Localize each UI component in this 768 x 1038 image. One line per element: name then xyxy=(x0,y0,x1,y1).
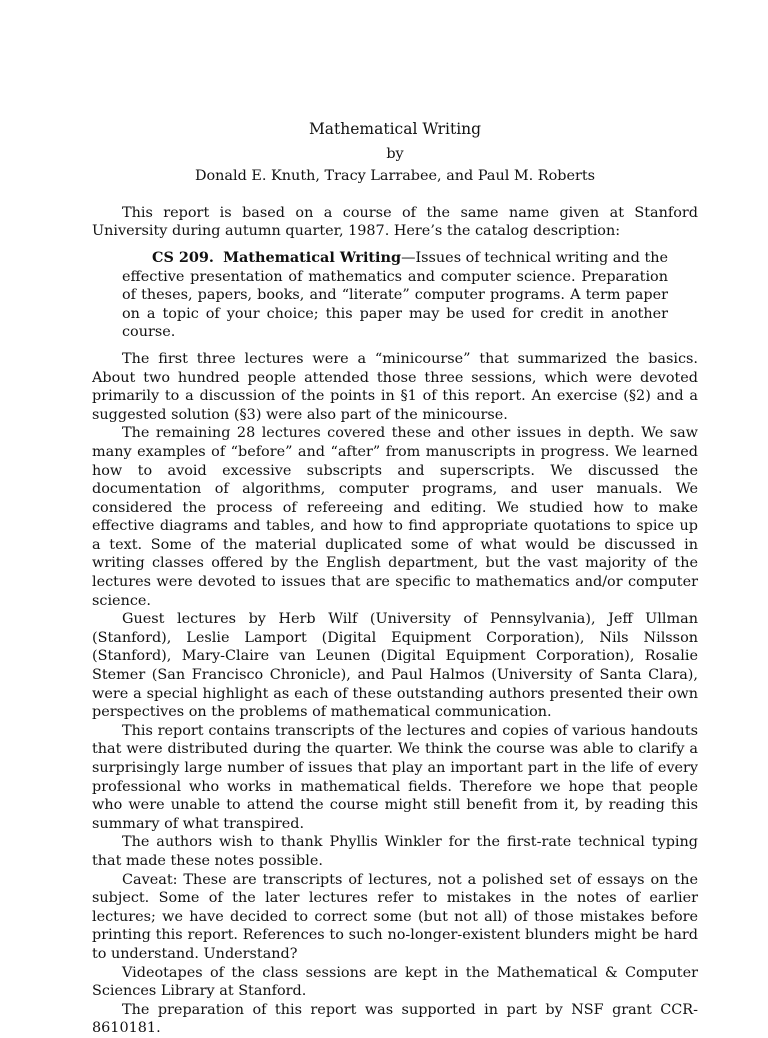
paragraph-videotapes: Videotapes of the class sessions are kept in the Mathematical & Computer Sciences Library at Stanford. xyxy=(92,964,698,1000)
paragraph-guest-lectures: Guest lectures by Herb Wilf (University of Pennsylvania), Jeff Ullman (Stanford), Leslie Lamport (Digital Equipment Corporation), Nils Nilsson (Stanford), Mary-Claire van Leunen (Digital Equipment Corporation), Rosalie Stemer (San Francisco Chronicle), and Paul Halmos (University of Santa Clara), were a special highlight as each of these outstanding authors presented their own perspectives on the problems of mathematical communication. xyxy=(92,611,698,721)
document-title: Mathematical Writing xyxy=(308,120,482,138)
course-id: CS 209. xyxy=(152,248,214,266)
paragraph-acknowledgment: The authors wish to thank Phyllis Winkler for the first-rate technical typing that made these notes possible. xyxy=(92,834,698,869)
paragraph-report-contents: This report contains transcripts of the lectures and copies of various handouts that were distributed during the quarter. We think the course was able to clarify a surprisingly large number of issues that play an important part in the life of every professional who works in mathematical fields. Therefore we hope that people who were unable to attend the course might still benefit from it, by reading this summary of what transpired. xyxy=(92,722,698,832)
catalog-description xyxy=(122,249,668,342)
document-page xyxy=(92,120,698,1038)
course-name: Mathematical Writing xyxy=(223,248,402,266)
paragraph-minicourse: The first three lectures were a “minicourse” that summarized the basics. About two hundred people attended those three sessions, which were devoted primarily to a discussion of the points in §1 of this report. An exercise (§2) and a suggested solution (§3) were also part of the minicourse. xyxy=(92,350,698,423)
course-description: —Issues of technical writing and the effective presentation of mathematics and computer science. Preparation of theses, papers, books, and “literate” computer programs. A term paper on a topic of your choice; this paper may be used for credit in another course. xyxy=(122,249,669,341)
paragraph-funding: The preparation of this report was supported in part by NSF grant CCR-8610181. xyxy=(92,1001,698,1037)
author-list: Donald E. Knuth, Tracy Larrabee, and Paul M. Roberts xyxy=(194,168,596,185)
byline-by: by xyxy=(386,145,404,162)
paragraph-caveat: Caveat: These are transcripts of lectures, not a polished set of essays on the subject. Some of the later lectures refer to mistakes in the notes of earlier lectures; we have decided to correct some (but not all) of those mistakes before printing this report. References to such no-longer-existent blunders might be hard to understand. Understand? xyxy=(92,871,698,962)
paragraph-lectures: The remaining 28 lectures covered these and other issues in depth. We saw many examples of “before” and “after” from manuscripts in progress. We learned how to avoid excessive subscripts and superscripts. We discussed the documentation of algorithms, computer programs, and user manuals. We considered the process of refereeing and editing. We studied how to make effective diagrams and tables, and how to find appropriate quotations to spice up a text. Some of the material duplicated some of what would be discussed in writing classes offered by the English department, but the vast majority of the lectures were devoted to issues that are specific to mathematics and/or computer science. xyxy=(92,425,698,609)
intro-paragraph: This report is based on a course of the same name given at Stanford University during autumn quarter, 1987. Here’s the catalog description: xyxy=(92,204,698,240)
